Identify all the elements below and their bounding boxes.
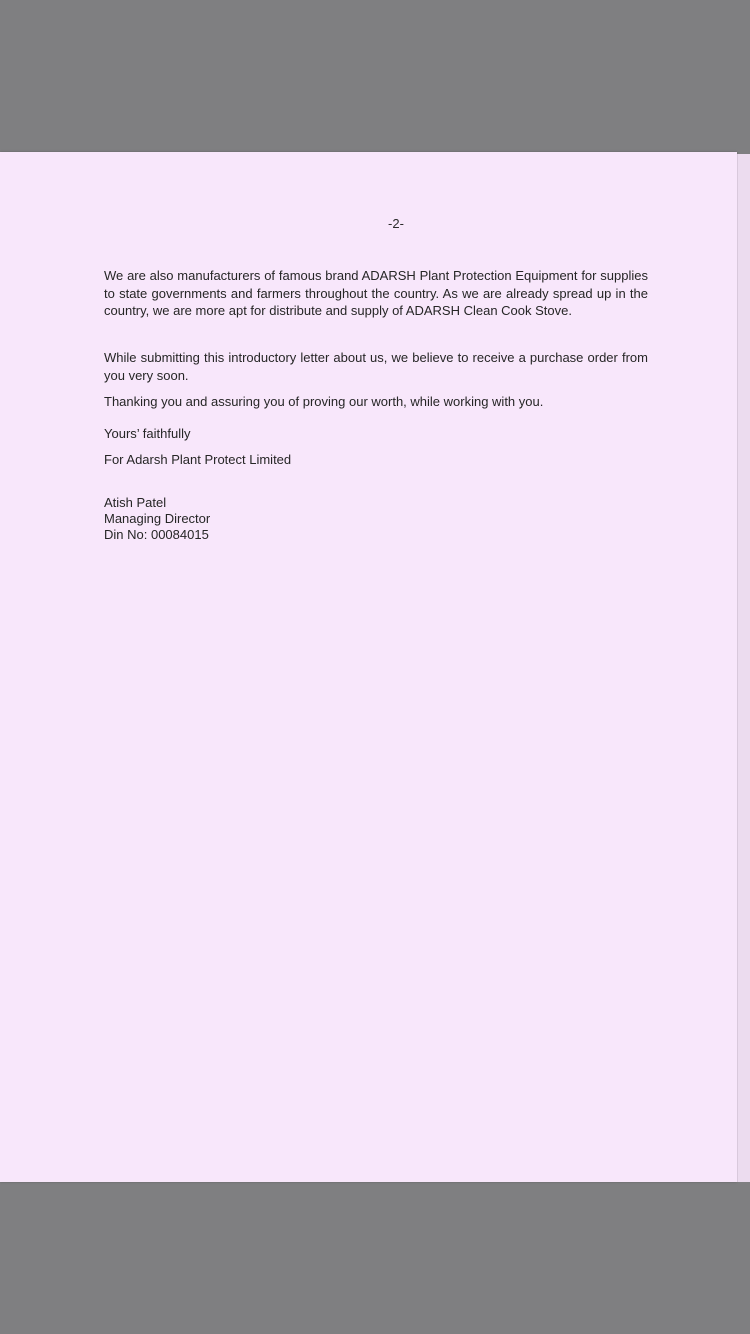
company-line: For Adarsh Plant Protect Limited bbox=[104, 452, 292, 467]
paragraph-manufacturers: We are also manufacturers of famous brand ADARSH Plant Protection Equipment for supplies to state governments and farmers throughout the country. As we are already spread up in the country, we are more apt for distribute and supply of ADARSH Clean Cook Stove. bbox=[104, 268, 648, 319]
paragraph-thanking: Thanking you and assuring you of proving our worth, while working with you. bbox=[104, 394, 544, 409]
closing-salutation: Yours’ faithfully bbox=[104, 426, 191, 441]
signatory-din: Din No: 00084015 bbox=[104, 527, 209, 542]
page-number: -2- bbox=[388, 216, 404, 231]
signature-block bbox=[104, 495, 210, 543]
signatory-name: Atish Patel bbox=[104, 495, 167, 510]
letter-page bbox=[0, 152, 737, 1182]
page-edge-shadow bbox=[737, 154, 750, 1182]
signatory-title: Managing Director bbox=[104, 511, 211, 526]
paragraph-purchase-order: While submitting this introductory letter about us, we believe to receive a purchase order from you very soon. bbox=[104, 350, 648, 383]
